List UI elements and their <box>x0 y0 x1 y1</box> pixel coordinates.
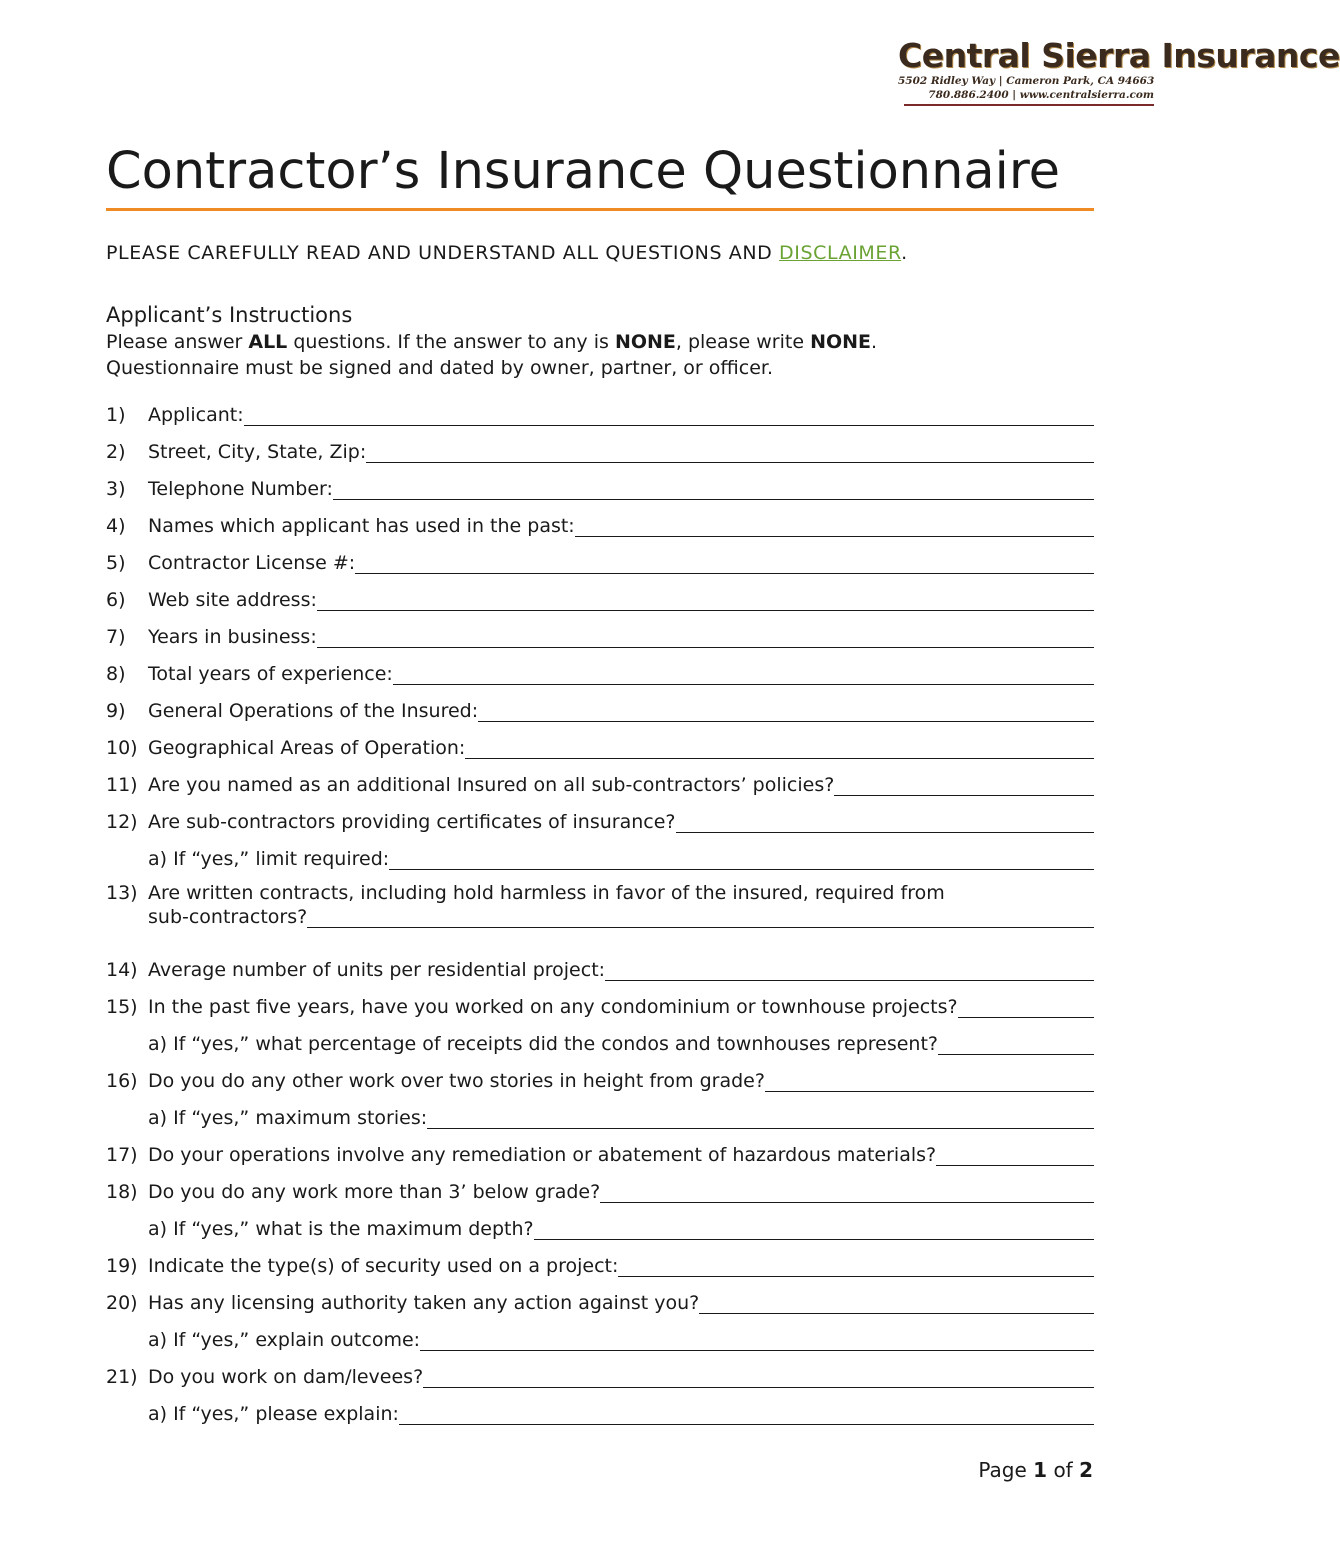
question-row <box>106 723 1094 760</box>
question-row <box>106 649 1094 686</box>
question-row <box>106 871 1094 945</box>
questions-list <box>106 390 1094 1426</box>
question-label: Are written contracts, including hold harmless in favor of the insured, required from <box>148 882 945 904</box>
question-label: Years in business: <box>148 626 317 648</box>
answer-field[interactable] <box>465 738 1094 759</box>
answer-field[interactable] <box>938 1034 1094 1055</box>
question-number: 7) <box>106 626 126 648</box>
question-row <box>106 427 1094 464</box>
sub-question-letter: a) <box>148 1033 168 1055</box>
question-label: Names which applicant has used in the past: <box>148 515 575 537</box>
logo-divider <box>904 104 1154 106</box>
notice-text: PLEASE CAREFULLY READ AND UNDERSTAND ALL QUESTIONS AND <box>106 242 773 264</box>
question-number: 13) <box>106 882 138 904</box>
question-label: If “yes,” explain outcome: <box>173 1329 421 1351</box>
question-row <box>106 1130 1094 1167</box>
instructions-text <box>106 329 1096 381</box>
answer-field[interactable] <box>423 1367 1094 1388</box>
question-number: 17) <box>106 1144 138 1166</box>
question-label: General Operations of the Insured: <box>148 700 479 722</box>
question-number: 21) <box>106 1366 138 1388</box>
question-number: 5) <box>106 552 126 574</box>
sub-question-row <box>106 1315 1094 1352</box>
question-row <box>106 686 1094 723</box>
logo-contact: 780.886.2400 | www.centralsierra.com <box>928 89 1154 101</box>
question-label: Do you do any work more than 3’ below grade? <box>148 1181 601 1203</box>
question-label: Total years of experience: <box>148 663 393 685</box>
question-row <box>106 982 1094 1019</box>
answer-field[interactable] <box>355 553 1094 574</box>
question-label: If “yes,” please explain: <box>173 1403 399 1425</box>
question-second-line <box>106 905 1094 929</box>
question-label: Web site address: <box>148 589 317 611</box>
question-label: Do your operations involve any remediation or abatement of hazardous materials? <box>148 1144 937 1166</box>
page-indicator <box>978 1458 1093 1482</box>
question-label: Average number of units per residential project: <box>148 959 606 981</box>
instructions-line-2: Questionnaire must be signed and dated by owner, partner, or officer. <box>106 357 774 379</box>
answer-field[interactable] <box>317 627 1094 648</box>
answer-field[interactable] <box>618 1256 1094 1277</box>
page-total: 2 <box>1079 1458 1093 1482</box>
question-number: 4) <box>106 515 126 537</box>
question-row <box>106 538 1094 575</box>
sub-question-letter: a) <box>148 848 168 870</box>
disclaimer-link[interactable]: DISCLAIMER <box>779 242 902 264</box>
page-title: Contractor’s Insurance Questionnaire <box>106 142 1061 201</box>
question-number: 12) <box>106 811 138 833</box>
answer-field[interactable] <box>600 1182 1094 1203</box>
question-number: 14) <box>106 959 138 981</box>
question-label: Applicant: <box>148 404 244 426</box>
question-row <box>106 760 1094 797</box>
answer-field[interactable] <box>389 849 1094 870</box>
answer-field[interactable] <box>765 1071 1094 1092</box>
answer-field[interactable] <box>244 405 1094 426</box>
instructions-part: Please answer <box>106 331 243 353</box>
question-row <box>106 390 1094 427</box>
question-label: Are you named as an additional Insured on all sub-contractors’ policies? <box>148 774 835 796</box>
company-logo <box>898 36 1340 106</box>
question-first-line <box>106 881 1094 905</box>
question-number: 10) <box>106 737 138 759</box>
question-label: Are sub-contractors providing certificates of insurance? <box>148 811 676 833</box>
answer-field[interactable] <box>478 701 1094 722</box>
question-label: In the past five years, have you worked on any condominium or townhouse projects? <box>148 996 958 1018</box>
sub-question-letter: a) <box>148 1329 168 1351</box>
sub-question-row <box>106 1019 1094 1056</box>
instructions-emphasis: ALL <box>248 331 288 353</box>
question-number: 3) <box>106 478 126 500</box>
page-number: 1 <box>1033 1458 1048 1482</box>
question-number: 1) <box>106 404 126 426</box>
notice-period: . <box>901 242 908 264</box>
question-label: If “yes,” limit required: <box>173 848 390 870</box>
logo-company-name: Central Sierra Insurance <box>898 36 1340 75</box>
answer-field[interactable] <box>676 812 1095 833</box>
question-number: 19) <box>106 1255 138 1277</box>
answer-field[interactable] <box>575 516 1094 537</box>
question-number: 2) <box>106 441 126 463</box>
question-label: Has any licensing authority taken any action against you? <box>148 1292 700 1314</box>
question-number: 11) <box>106 774 138 796</box>
question-row <box>106 501 1094 538</box>
question-label: Street, City, State, Zip: <box>148 441 367 463</box>
instructions-part: . <box>871 331 878 353</box>
answer-field[interactable] <box>534 1219 1094 1240</box>
question-row <box>106 612 1094 649</box>
answer-field[interactable] <box>399 1404 1094 1425</box>
question-label: Indicate the type(s) of security used on a project: <box>148 1255 619 1277</box>
question-label: Telephone Number: <box>148 478 333 500</box>
question-row <box>106 1056 1094 1093</box>
question-label: Do you do any other work over two stories in height from grade? <box>148 1070 765 1092</box>
question-label: Geographical Areas of Operation: <box>148 737 466 759</box>
sub-question-row <box>106 1389 1094 1426</box>
question-label: If “yes,” what percentage of receipts did the condos and townhouses represent? <box>173 1033 938 1055</box>
answer-field[interactable] <box>699 1293 1094 1314</box>
question-number: 6) <box>106 589 126 611</box>
instructions-heading: Applicant’s Instructions <box>106 303 353 327</box>
question-number: 20) <box>106 1292 138 1314</box>
question-number: 9) <box>106 700 126 722</box>
question-row <box>106 1167 1094 1204</box>
sub-question-row <box>106 1093 1094 1130</box>
answer-field[interactable] <box>936 1145 1094 1166</box>
sub-question-letter: a) <box>148 1403 168 1425</box>
answer-field[interactable] <box>420 1330 1094 1351</box>
question-number: 16) <box>106 1070 138 1092</box>
sub-question-letter: a) <box>148 1218 168 1240</box>
question-row <box>106 1241 1094 1278</box>
answer-field[interactable] <box>333 479 1094 500</box>
question-row <box>106 945 1094 982</box>
question-row <box>106 797 1094 834</box>
question-number: 15) <box>106 996 138 1018</box>
instructions-emphasis: NONE <box>614 331 676 353</box>
instructions-part: , please write <box>675 331 805 353</box>
instructions-part: questions. If the answer to any is <box>293 331 609 353</box>
logo-address: 5502 Ridley Way | Cameron Park, CA 94663 <box>898 75 1155 87</box>
question-label: If “yes,” what is the maximum depth? <box>173 1218 534 1240</box>
question-row <box>106 464 1094 501</box>
question-label: Contractor License #: <box>148 552 356 574</box>
question-label: Do you work on dam/levees? <box>148 1366 424 1388</box>
answer-field[interactable] <box>393 664 1094 685</box>
sub-question-row <box>106 1204 1094 1241</box>
answer-field[interactable] <box>834 775 1094 796</box>
question-row <box>106 1278 1094 1315</box>
question-label: If “yes,” maximum stories: <box>173 1107 428 1129</box>
answer-field[interactable] <box>958 997 1094 1018</box>
title-divider <box>106 208 1094 211</box>
of-word: of <box>1053 1458 1073 1482</box>
disclaimer-notice <box>106 240 986 266</box>
answer-field[interactable] <box>605 960 1094 981</box>
answer-field[interactable] <box>366 442 1094 463</box>
question-row <box>106 575 1094 612</box>
answer-field[interactable] <box>317 590 1094 611</box>
question-number: 8) <box>106 663 126 685</box>
answer-field[interactable] <box>307 907 1094 928</box>
question-label-continued: sub-contractors? <box>148 906 308 928</box>
instructions-emphasis: NONE <box>810 331 872 353</box>
question-number: 18) <box>106 1181 138 1203</box>
question-row <box>106 1352 1094 1389</box>
sub-question-row <box>106 834 1094 871</box>
answer-field[interactable] <box>427 1108 1094 1129</box>
sub-question-letter: a) <box>148 1107 168 1129</box>
page-word: Page <box>978 1458 1027 1482</box>
